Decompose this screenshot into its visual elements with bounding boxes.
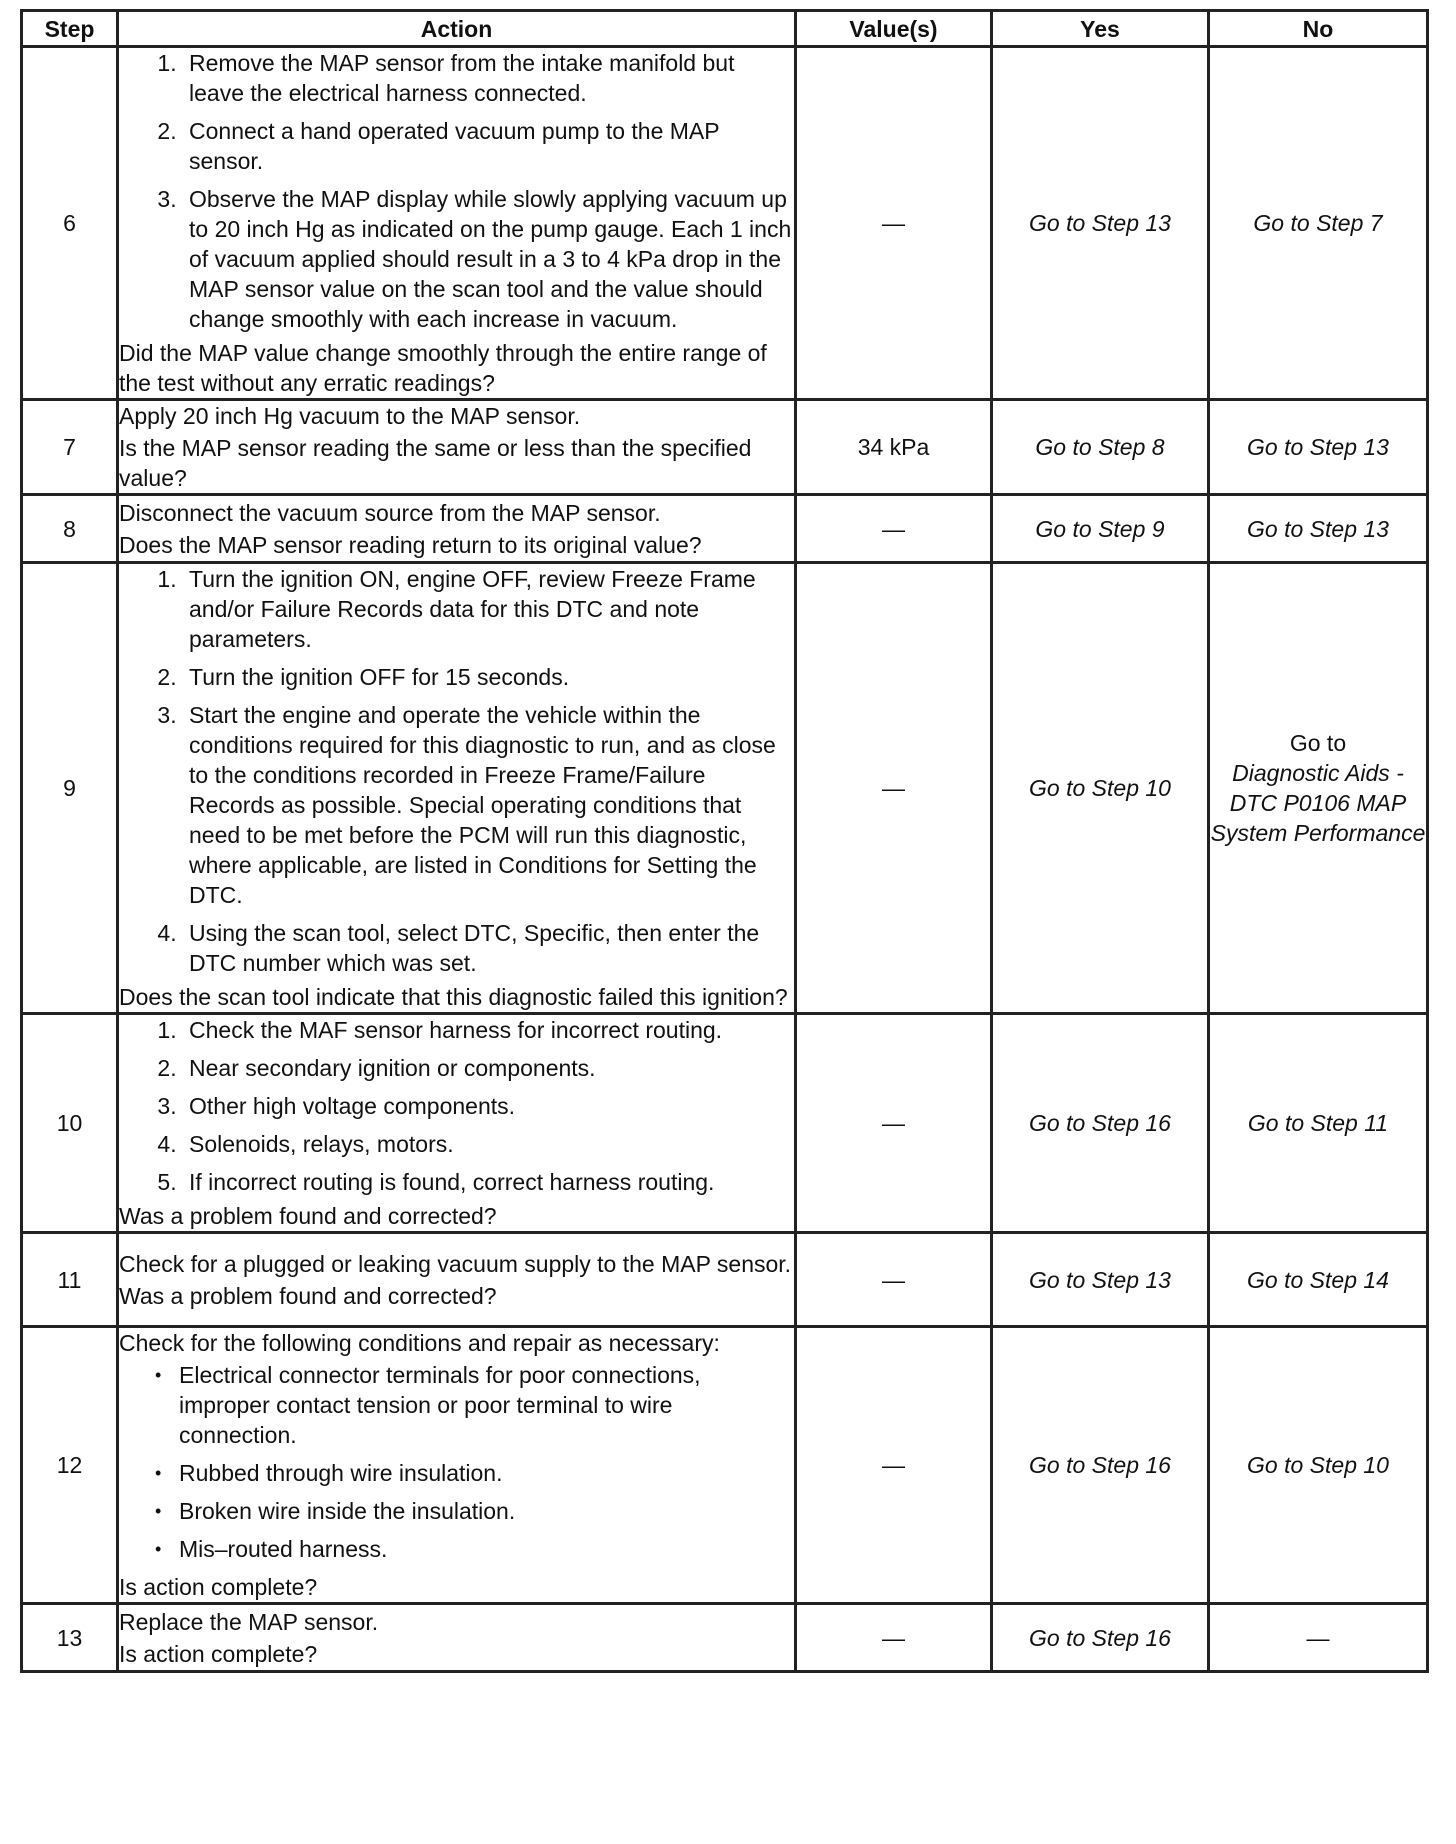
- action-step: 3. Observe the MAP display while slowly applying vacuum up to 20 inch Hg as indicated on the pump gauge. Each 1 inch of vacuum applied should result in a 3 to 4 kPa drop in the MAP sensor value on the scan tool and the value should change smoothly with each increase in vacuum.: [183, 184, 794, 334]
- table-row: [22, 1014, 1428, 1233]
- step-number: 7: [22, 400, 118, 495]
- no-goto-prefix: Go to: [1289, 730, 1347, 756]
- value-cell: —: [796, 1233, 992, 1327]
- table-row: [22, 400, 1428, 495]
- no-goto-reference: Diagnostic Aids - DTC P0106 MAP System Performance: [1210, 760, 1426, 846]
- header-values: Value(s): [796, 11, 992, 47]
- action-step: 3. Other high voltage components.: [183, 1091, 794, 1121]
- action-question: Was a problem found and corrected?: [119, 1203, 497, 1229]
- action-intro: Disconnect the vacuum source from the MAP sensor.: [119, 499, 661, 526]
- step-number: 6: [22, 47, 118, 400]
- action-step: 4. Using the scan tool, select DTC, Specific, then enter the DTC number which was set.: [183, 918, 794, 978]
- header-action: Action: [118, 11, 796, 47]
- yes-goto: Go to Step 13: [992, 47, 1209, 400]
- step-number: 13: [22, 1604, 118, 1672]
- action-intro: Check for a plugged or leaking vacuum supply to the MAP sensor.: [119, 1250, 792, 1277]
- action-step: 2. Near secondary ignition or components.: [183, 1053, 794, 1083]
- action-cell: [118, 47, 796, 400]
- table-row: [22, 1604, 1428, 1672]
- action-cell: [118, 563, 796, 1014]
- action-steps: [119, 564, 794, 978]
- no-goto: Go to Step 11: [1209, 1014, 1428, 1233]
- action-cell: [118, 1604, 796, 1672]
- table-row: [22, 563, 1428, 1014]
- header-row: [22, 11, 1428, 47]
- yes-goto: Go to Step 13: [992, 1233, 1209, 1327]
- table-row: [22, 1327, 1428, 1604]
- action-intro: Replace the MAP sensor.: [119, 1608, 379, 1635]
- no-goto: [1209, 563, 1428, 1014]
- no-goto: —: [1209, 1604, 1428, 1672]
- yes-goto: Go to Step 8: [992, 400, 1209, 495]
- step-number: 12: [22, 1327, 118, 1604]
- no-goto: Go to Step 14: [1209, 1233, 1428, 1327]
- action-step: 2. Turn the ignition OFF for 15 seconds.: [183, 662, 794, 692]
- action-cell: [118, 1327, 796, 1604]
- header-no: No: [1209, 11, 1428, 47]
- action-step: 3. Start the engine and operate the vehicle within the conditions required for this diagnostic to run, and as close to the conditions recorded in Freeze Frame/Failure Records as possible. Special operating conditions that need to be met before the PCM will run this diagnostic, where applicable, are listed in Conditions for Setting the DTC.: [183, 700, 794, 910]
- table-row: [22, 495, 1428, 563]
- no-goto: Go to Step 13: [1209, 495, 1428, 563]
- step-number: 11: [22, 1233, 118, 1327]
- header-yes: Yes: [992, 11, 1209, 47]
- value-cell: —: [796, 1014, 992, 1233]
- value-cell: —: [796, 1327, 992, 1604]
- action-step: 4. Solenoids, relays, motors.: [183, 1129, 794, 1159]
- step-number: 9: [22, 563, 118, 1014]
- action-cell: [118, 1233, 796, 1327]
- step-number: 10: [22, 1014, 118, 1233]
- no-goto: Go to Step 7: [1209, 47, 1428, 400]
- condition-list: [119, 1360, 794, 1564]
- value-cell: —: [796, 495, 992, 563]
- value-cell: —: [796, 1604, 992, 1672]
- action-step: 2. Connect a hand operated vacuum pump to the MAP sensor.: [183, 116, 794, 176]
- condition-item: • Rubbed through wire insulation.: [179, 1458, 794, 1488]
- no-goto: Go to Step 13: [1209, 400, 1428, 495]
- action-question: Is action complete?: [119, 1574, 318, 1600]
- action-step: 5. If incorrect routing is found, correct harness routing.: [183, 1167, 794, 1197]
- action-question: Does the MAP sensor reading return to its original value?: [119, 531, 702, 558]
- action-intro: Check for the following conditions and repair as necessary:: [119, 1330, 720, 1356]
- action-question: Was a problem found and corrected?: [119, 1282, 497, 1309]
- step-number: 8: [22, 495, 118, 563]
- yes-goto: Go to Step 10: [992, 563, 1209, 1014]
- yes-goto: Go to Step 16: [992, 1327, 1209, 1604]
- action-question: Did the MAP value change smoothly through the entire range of the test without any erratic readings?: [119, 340, 767, 396]
- action-question: Is the MAP sensor reading the same or less than the specified value?: [119, 435, 752, 491]
- yes-goto: Go to Step 16: [992, 1604, 1209, 1672]
- action-steps: [119, 1015, 794, 1197]
- action-cell: [118, 400, 796, 495]
- action-step: 1. Check the MAF sensor harness for incorrect routing.: [183, 1015, 794, 1045]
- diagnostic-table: [20, 9, 1429, 1673]
- action-question: Is action complete?: [119, 1640, 318, 1667]
- yes-goto: Go to Step 16: [992, 1014, 1209, 1233]
- no-goto: Go to Step 10: [1209, 1327, 1428, 1604]
- diagnostic-page: [20, 9, 1426, 1673]
- condition-item: • Broken wire inside the insulation.: [179, 1496, 794, 1526]
- action-question: Does the scan tool indicate that this diagnostic failed this ignition?: [119, 984, 788, 1010]
- condition-item: • Mis–routed harness.: [179, 1534, 794, 1564]
- yes-goto: Go to Step 9: [992, 495, 1209, 563]
- header-step: Step: [22, 11, 118, 47]
- table-row: [22, 47, 1428, 400]
- action-cell: [118, 1014, 796, 1233]
- action-intro: Apply 20 inch Hg vacuum to the MAP sensor.: [119, 403, 581, 429]
- action-cell: [118, 495, 796, 563]
- condition-item: • Electrical connector terminals for poor connections, improper contact tension or poor terminal to wire connection.: [179, 1360, 794, 1450]
- value-cell: 34 kPa: [796, 400, 992, 495]
- table-row: [22, 1233, 1428, 1327]
- value-cell: —: [796, 563, 992, 1014]
- value-cell: —: [796, 47, 992, 400]
- action-step: 1. Turn the ignition ON, engine OFF, review Freeze Frame and/or Failure Records data for this DTC and note parameters.: [183, 564, 794, 654]
- action-steps: [119, 48, 794, 334]
- action-step: 1. Remove the MAP sensor from the intake manifold but leave the electrical harness connected.: [183, 48, 794, 108]
